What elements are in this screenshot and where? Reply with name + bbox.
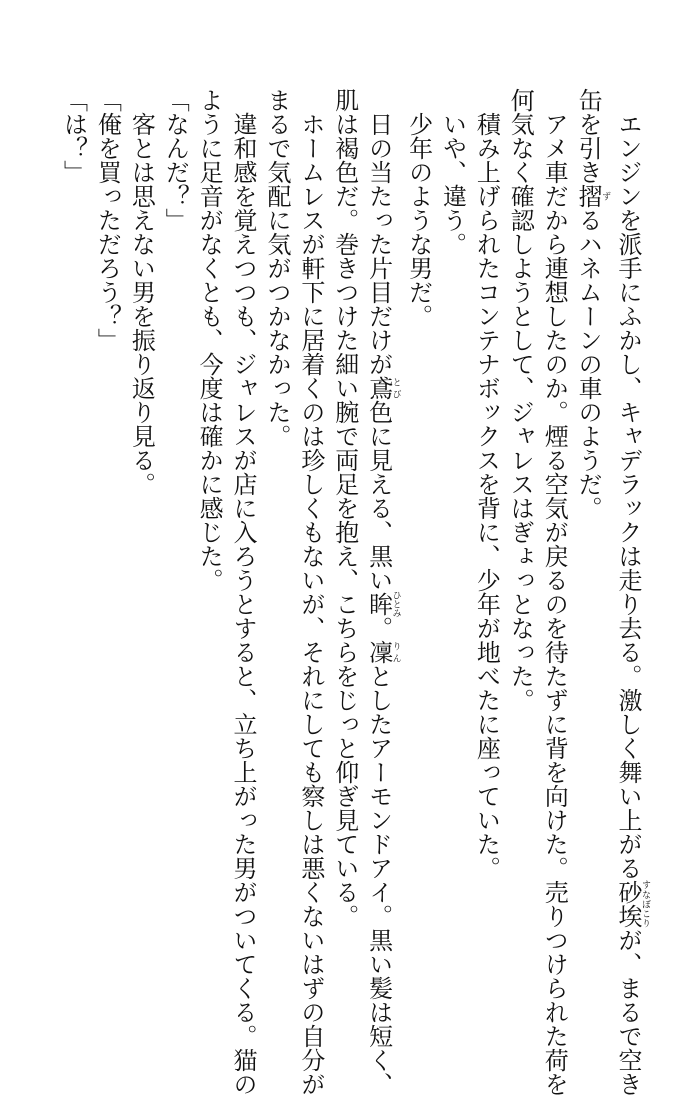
text-line: 缶を引き摺ずるハネムーンの車のようだ。 — [574, 88, 611, 520]
ruby-annotation: 眸ひとみ — [364, 590, 401, 618]
text-line: 肌は褐色だ。巻きつけた細い腕で両足を抱え、こちらをじっと仰ぎ見ている。 — [330, 88, 359, 928]
text-line: 積み上げられたコンテナボックスを背に、少年が地べたに座っていた。 — [472, 112, 501, 880]
ruby-annotation: 鳶とび — [364, 376, 401, 400]
text-line: 「は？」 — [59, 88, 88, 184]
vertical-text-body — [56, 88, 650, 1096]
text-line: いや、違う。 — [438, 112, 467, 256]
ruby-annotation: 砂埃すなぼこり — [614, 880, 650, 928]
text-line: 「俺を買っただろう？」 — [93, 88, 122, 352]
ruby-annotation: 凜りん — [364, 640, 401, 664]
text-line: 違和感を覚えつつも、ジャレスが店に入ろうとすると、立ち上がった男がついてくる。猫の — [229, 112, 258, 1096]
text-line: ホームレスが軒下に居着くのは珍しくもないが、それにしても察しは悪くないはずの自分が — [296, 112, 325, 1096]
text-line: 何気なく確認しようとして、ジャレスはぎょっとなった。 — [506, 88, 535, 712]
text-line: 日の当たった片目だけが鳶とび色に見える、黒い眸ひとみ。凜りんとしたアーモンドアイ。黒い髪は短く、 — [364, 112, 401, 1096]
text-line: アメ車だから連想したのか。煙る空気が戻るのを待たずに背を向けた。売りつけられた荷を — [540, 112, 569, 1096]
ruby-annotation: 摺ず — [574, 184, 611, 208]
text-line: エンジンを派手にふかし、キャデラックは走り去る。激しく舞い上がる砂埃すなぼこりが、まるで空き — [614, 112, 650, 1096]
text-line: 「なんだ？」 — [161, 88, 190, 232]
text-line: ように足音がなくとも、今度は確かに感じた。 — [195, 88, 224, 592]
text-line: まるで気配に気がつかなかった。 — [262, 88, 291, 448]
text-line: 少年のような男だ。 — [404, 112, 433, 328]
text-line: 客とは思えない男を振り返り見る。 — [127, 112, 156, 496]
